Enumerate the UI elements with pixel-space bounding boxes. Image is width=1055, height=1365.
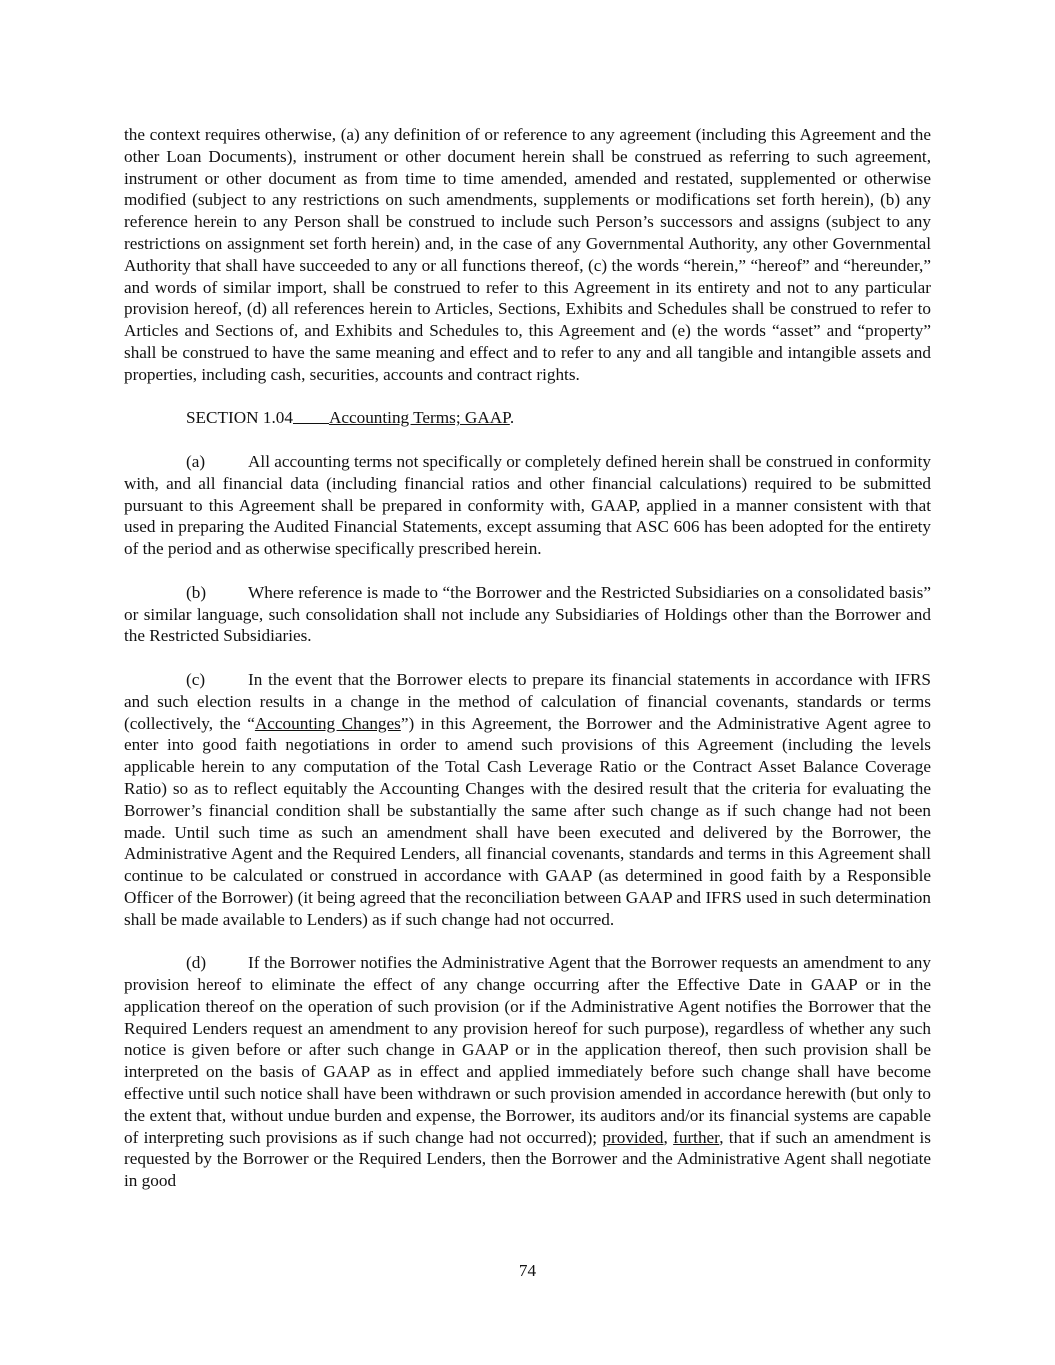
page-number: 74 <box>518 1261 537 1280</box>
paragraph-d-text-2: , that if such an amendment is requested by the Borrower or the Required Lenders, then the Borrower and the Administrative Agent shall negotiate in good <box>124 1127 931 1191</box>
paragraph-d-label: (d) <box>186 953 207 973</box>
paragraph-a <box>124 451 931 560</box>
term-further: further <box>673 1127 720 1147</box>
term-provided: provided <box>602 1127 664 1147</box>
paragraph-c-text-2: ”) in this Agreement, the Borrower and the Administrative Agent agree to enter into good faith negotiations in order to amend such provisions of this Agreement (including the levels applicable herein to any computation of the Total Cash Leverage Ratio or the Contract Asset Balance Coverage Ratio) so as to reflect equitably the Accounting Changes with the desired result that the criteria for evaluating the Borrower’s financial condition shall be substantially the same after such change as if such change had not been made. Until such time as such an amendment shall have been executed and delivered by the Borrower, the Administrative Agent and the Required Lenders, all financial covenants, standards and terms in this Agreement shall continue to be calculated or construed in accordance with GAAP (as determined in good faith by a Responsible Officer of the Borrower) (it being agreed that the reconciliation between GAAP and IFRS used in such determination shall be made available to Lenders) as if such change had not occurred. <box>124 713 931 929</box>
paragraph-c-text-1: In the event that the Borrower elects to prepare its financial statements in accordance with IFRS and such election results in a change in the method of calculation of financial covenants, standards or terms (collectively, the “ <box>124 669 931 733</box>
paragraph-d <box>124 952 931 1192</box>
paragraph-a-label: (a) <box>186 451 206 471</box>
paragraph-b <box>124 582 931 647</box>
paragraph-d-text-1: If the Borrower notifies the Administrative Agent that the Borrower requests an amendment to any provision hereof to eliminate the effect of any change occurring after the Effective Date in GAAP or in the application thereof on the operation of such provision (or if the Administrative Agent notifies the Borrower that the Required Lenders request an amendment to any provision hereof for such purpose), regardless of whether any such notice is given before or after such change in GAAP or in the application thereof, then such provision shall be interpreted on the basis of GAAP as in effect and applied immediately before such change shall have become effective until such notice shall have been withdrawn or such provision amended in accordance herewith (but only to the extent that, without undue burden and expense, the Borrower, its auditors and/or its financial systems are capable of interpreting such provisions as if such change had not occurred); <box>124 953 931 1147</box>
section-title: Accounting Terms; GAAP <box>328 408 510 428</box>
section-title-period: . <box>509 408 515 428</box>
document-page <box>124 124 931 1214</box>
defined-term-accounting-changes: Accounting Changes <box>254 713 401 733</box>
paragraph-b-label: (b) <box>186 582 207 602</box>
section-heading <box>124 407 931 429</box>
paragraph-a-text: All accounting terms not specifically or completely defined herein shall be construed in conformity with, and all financial data (including financial ratios and other financial calculations) required to be submitted pursuant to this Agreement shall be prepared in conformity with, GAAP, applied in a manner consistent with that used in preparing the Audited Financial Statements, except assuming that ASC 606 has been adopted for the entirety of the period and as otherwise specifically prescribed herein. <box>124 451 931 559</box>
paragraph-d-comma: , <box>663 1127 674 1147</box>
section-number: SECTION 1.04 <box>186 408 293 428</box>
paragraph-b-text: Where reference is made to “the Borrower and the Restricted Subsidiaries on a consolidated basis” or similar language, such consolidation shall not include any Subsidiaries of Holdings other than the Borrower and the Restricted Subsidiaries. <box>124 582 931 646</box>
paragraph-c-label: (c) <box>186 669 206 689</box>
section-heading-gap-underline <box>293 408 329 424</box>
paragraph-c <box>124 669 931 931</box>
intro-paragraph: the context requires otherwise, (a) any definition of or reference to any agreement (including this Agreement and the other Loan Documents), instrument or other document herein shall be construed as referring to such agreement, instrument or other document as from time to time amended, amended and restated, supplemented or otherwise modified (subject to any restrictions on such amendments, supplements or modifications set forth herein), (b) any reference herein to any Person shall be construed to include such Person’s successors and assigns (subject to any restrictions on assignment set forth herein) and, in the case of any Governmental Authority, any other Governmental Authority that shall have succeeded to any or all functions thereof, (c) the words “herein,” “hereof” and “hereunder,” and words of similar import, shall be construed to refer to this Agreement in its entirety and not to any particular provision hereof, (d) all references herein to Articles, Sections, Exhibits and Schedules shall be construed to refer to Articles and Sections of, and Exhibits and Schedules to, this Agreement and (e) the words “asset” and “property” shall be construed to have the same meaning and effect and to refer to any and all tangible and intangible assets and properties, including cash, securities, accounts and contract rights. <box>124 125 931 384</box>
